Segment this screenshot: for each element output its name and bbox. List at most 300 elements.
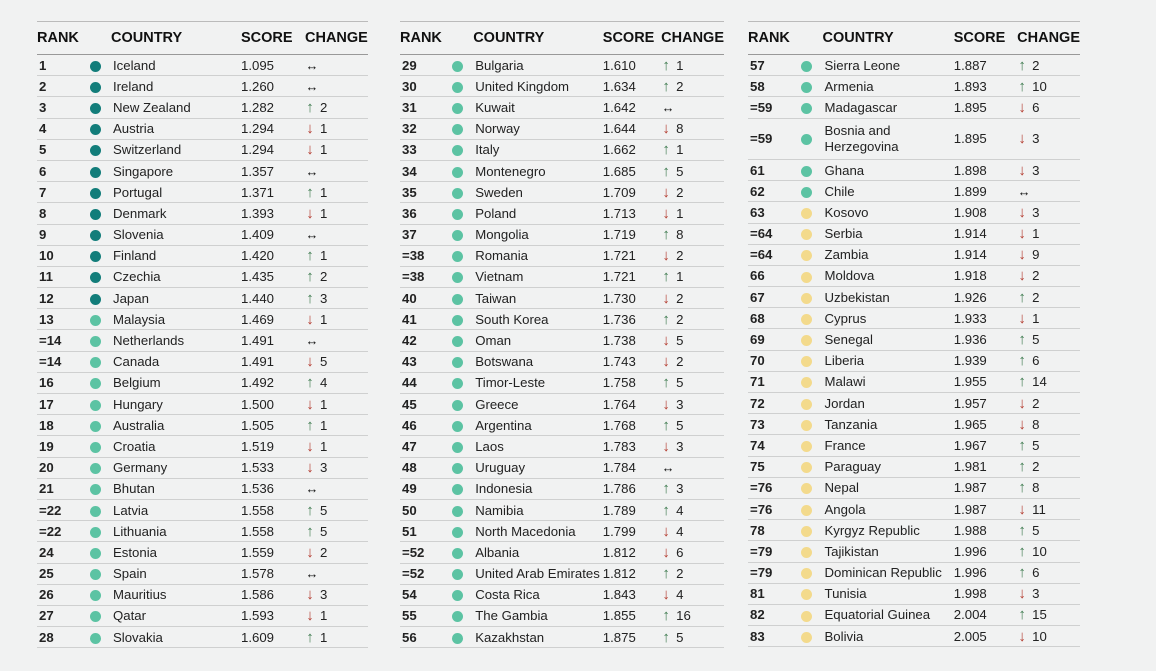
score-cell: 1.440	[241, 288, 303, 309]
peace-level-dot-icon	[452, 548, 463, 559]
table-header-row	[37, 22, 368, 55]
table-row	[400, 139, 724, 160]
arrow-down-icon: ↓	[1018, 394, 1026, 412]
country-name: Malaysia	[113, 311, 166, 327]
rank-cell: 34	[400, 160, 442, 181]
peace-level-dot-icon	[801, 272, 812, 283]
peace-level-dot-icon	[452, 230, 463, 241]
peace-level-dot-icon	[90, 82, 101, 93]
country-name: Finland	[113, 248, 157, 264]
table-row	[400, 394, 724, 415]
table-row	[400, 182, 724, 203]
score-cell: 1.899	[954, 181, 1015, 202]
peace-level-dot-icon	[90, 145, 101, 156]
peace-level-dot-icon	[90, 251, 101, 262]
table-row	[400, 605, 724, 626]
score-cell: 1.294	[241, 139, 303, 160]
change-value: 3	[320, 587, 328, 603]
peace-level-dot-icon	[90, 506, 101, 517]
score-cell: 1.519	[241, 436, 303, 457]
arrow-up-icon: ↑	[306, 522, 314, 540]
change-value: 8	[1032, 480, 1040, 496]
score-cell: 1.721	[603, 245, 659, 266]
rank-cell: 69	[748, 329, 790, 350]
change-value: 3	[676, 438, 684, 454]
change-value: 5	[676, 629, 684, 645]
change-value: 2	[1032, 289, 1040, 305]
table-row	[400, 55, 724, 76]
score-cell: 1.469	[241, 309, 303, 330]
table-row	[748, 308, 1080, 329]
score-cell: 1.609	[241, 627, 303, 648]
peace-level-dot-icon	[801, 335, 812, 346]
peace-level-dot-icon	[90, 103, 101, 114]
peace-level-dot-icon	[801, 208, 812, 219]
score-cell: 1.789	[603, 499, 659, 520]
table-header-row	[748, 22, 1080, 55]
peace-level-dot-icon	[801, 134, 812, 145]
arrow-up-icon: ↑	[306, 98, 314, 116]
change-value: 2	[676, 290, 684, 306]
score-cell: 1.855	[603, 605, 659, 626]
peace-level-dot-icon	[452, 145, 463, 156]
rank-cell: 75	[748, 456, 790, 477]
country-name: Uzbekistan	[824, 289, 890, 305]
header-change: CHANGE	[1015, 22, 1080, 55]
peace-level-dot-icon	[452, 463, 463, 474]
country-name: Croatia	[113, 438, 156, 454]
score-cell: 1.783	[603, 436, 659, 457]
rank-cell: 83	[748, 626, 790, 647]
arrow-up-icon: ↑	[662, 162, 670, 180]
rank-cell: 37	[400, 224, 442, 245]
arrow-down-icon: ↓	[306, 607, 314, 625]
peace-level-dot-icon	[801, 250, 812, 261]
change-value: 3	[676, 481, 684, 497]
score-cell: 1.987	[954, 477, 1015, 498]
peace-level-dot-icon	[452, 357, 463, 368]
arrow-down-icon: ↓	[662, 204, 670, 222]
rank-cell: =14	[37, 330, 79, 351]
peace-level-dot-icon	[801, 229, 812, 240]
arrow-down-icon: ↓	[1018, 130, 1026, 148]
table-row	[748, 350, 1080, 371]
table-row	[37, 182, 368, 203]
table-row	[400, 415, 724, 436]
rank-cell: 27	[37, 605, 79, 626]
arrow-up-icon: ↑	[306, 183, 314, 201]
rank-cell: 81	[748, 583, 790, 604]
peace-level-dot-icon	[90, 633, 101, 644]
peace-level-dot-icon	[801, 441, 812, 452]
arrow-up-icon: ↑	[1018, 564, 1026, 582]
rank-cell: 26	[37, 584, 79, 605]
rank-cell: 16	[37, 372, 79, 393]
table-row	[748, 583, 1080, 604]
arrow-up-icon: ↑	[662, 56, 670, 74]
change-value: 5	[1032, 522, 1040, 538]
country-name: Senegal	[824, 332, 873, 348]
rank-cell: 24	[37, 542, 79, 563]
score-cell: 1.730	[603, 288, 659, 309]
table-row	[400, 627, 724, 648]
ranking-table-2	[400, 21, 724, 648]
table-row	[37, 584, 368, 605]
rank-cell: 8	[37, 203, 79, 224]
peace-level-dot-icon	[801, 611, 812, 622]
rank-cell: 2	[37, 76, 79, 97]
country-name: Dominican Republic	[824, 565, 942, 581]
table-row	[748, 202, 1080, 223]
change-value: 5	[676, 333, 684, 349]
peace-level-dot-icon	[90, 463, 101, 474]
table-row	[748, 55, 1080, 76]
peace-level-dot-icon	[452, 400, 463, 411]
arrow-down-icon: ↓	[662, 522, 670, 540]
change-value: 2	[1032, 57, 1040, 73]
table-row	[37, 605, 368, 626]
table-row	[748, 159, 1080, 180]
country-name: Switzerland	[113, 142, 182, 158]
peace-level-dot-icon	[452, 124, 463, 135]
arrow-both-icon: ↔	[661, 99, 675, 115]
rank-cell: 44	[400, 372, 442, 393]
score-cell: 1.988	[954, 520, 1015, 541]
country-name: Timor-Leste	[475, 375, 546, 391]
peace-level-dot-icon	[90, 188, 101, 199]
table-row	[748, 223, 1080, 244]
arrow-up-icon: ↑	[1018, 521, 1026, 539]
change-value: 5	[676, 163, 684, 179]
peace-level-dot-icon	[452, 611, 463, 622]
country-name: Oman	[475, 333, 512, 349]
arrow-up-icon: ↑	[306, 501, 314, 519]
score-cell: 1.578	[241, 563, 303, 584]
peace-level-dot-icon	[452, 294, 463, 305]
arrow-down-icon: ↓	[306, 204, 314, 222]
rank-cell: 28	[37, 627, 79, 648]
table-row	[748, 414, 1080, 435]
rank-cell: 18	[37, 415, 79, 436]
rank-cell: 46	[400, 415, 442, 436]
peace-level-dot-icon	[801, 187, 812, 198]
score-cell: 1.662	[603, 139, 659, 160]
table-row	[37, 266, 368, 287]
arrow-down-icon: ↓	[662, 353, 670, 371]
change-value: 8	[676, 121, 684, 137]
arrow-up-icon: ↑	[662, 480, 670, 498]
score-cell: 1.998	[954, 583, 1015, 604]
rank-cell: 58	[748, 76, 790, 97]
peace-level-dot-icon	[801, 314, 812, 325]
arrow-up-icon: ↑	[662, 416, 670, 434]
arrow-down-icon: ↓	[1018, 203, 1026, 221]
table-row	[400, 76, 724, 97]
change-value: 3	[1032, 204, 1040, 220]
country-name: Malawi	[824, 374, 866, 390]
score-cell: 1.491	[241, 351, 303, 372]
peace-level-dot-icon	[801, 103, 812, 114]
change-value: 2	[320, 544, 328, 560]
country-name: Portugal	[113, 184, 163, 200]
table-row	[400, 160, 724, 181]
score-cell: 1.492	[241, 372, 303, 393]
table-row	[37, 245, 368, 266]
change-value: 5	[1032, 437, 1040, 453]
peace-level-dot-icon	[452, 251, 463, 262]
score-cell: 1.491	[241, 330, 303, 351]
rank-cell: 35	[400, 182, 442, 203]
country-name: Angola	[824, 501, 866, 517]
score-cell: 1.914	[954, 223, 1015, 244]
rank-cell: =79	[748, 562, 790, 583]
change-value: 6	[1032, 353, 1040, 369]
score-cell: 1.967	[954, 435, 1015, 456]
header-country: COUNTRY	[823, 22, 954, 55]
country-name: Kazakhstan	[475, 629, 545, 645]
score-cell: 1.371	[241, 182, 303, 203]
score-cell: 1.981	[954, 456, 1015, 477]
peace-level-dot-icon	[90, 230, 101, 241]
arrow-up-icon: ↑	[662, 628, 670, 646]
table-row	[400, 351, 724, 372]
peace-level-dot-icon	[452, 82, 463, 93]
header-change: CHANGE	[659, 22, 724, 55]
country-name: Germany	[113, 460, 168, 476]
country-name: Australia	[113, 417, 165, 433]
ranking-table-3	[748, 21, 1080, 647]
score-cell: 1.843	[603, 584, 659, 605]
rank-cell: 61	[748, 159, 790, 180]
table-header-row	[400, 22, 724, 55]
arrow-up-icon: ↑	[1018, 77, 1026, 95]
score-cell: 1.685	[603, 160, 659, 181]
arrow-up-icon: ↑	[306, 416, 314, 434]
change-value: 8	[676, 227, 684, 243]
change-value: 15	[1032, 607, 1047, 623]
table-row	[37, 372, 368, 393]
country-name: Cyprus	[824, 310, 867, 326]
table-row	[400, 457, 724, 478]
table-row	[748, 456, 1080, 477]
score-cell: 1.875	[603, 627, 659, 648]
score-cell: 1.260	[241, 76, 303, 97]
rank-cell: 32	[400, 118, 442, 139]
arrow-up-icon: ↑	[1018, 331, 1026, 349]
peace-level-dot-icon	[90, 442, 101, 453]
country-name: France	[824, 437, 866, 453]
country-name: Japan	[113, 290, 149, 306]
arrow-both-icon: ↔	[305, 333, 319, 349]
peace-level-dot-icon	[90, 590, 101, 601]
rank-cell: =59	[748, 118, 790, 159]
country-name: Lithuania	[113, 523, 167, 539]
rank-cell: 20	[37, 457, 79, 478]
score-cell: 1.784	[603, 457, 659, 478]
country-name: Vietnam	[475, 269, 524, 285]
rank-cell: =76	[748, 477, 790, 498]
score-cell: 1.593	[241, 605, 303, 626]
arrow-down-icon: ↓	[1018, 500, 1026, 518]
table-row	[37, 288, 368, 309]
score-cell: 1.634	[603, 76, 659, 97]
arrow-both-icon: ↔	[305, 57, 319, 73]
score-cell: 1.719	[603, 224, 659, 245]
arrow-both-icon: ↔	[305, 227, 319, 243]
peace-level-dot-icon	[90, 61, 101, 72]
rank-cell: 70	[748, 350, 790, 371]
country-name: Sweden	[475, 184, 523, 200]
country-name: Bulgaria	[475, 57, 524, 73]
score-cell: 1.586	[241, 584, 303, 605]
score-cell: 1.933	[954, 308, 1015, 329]
country-name: Latvia	[113, 502, 149, 518]
table-row	[37, 394, 368, 415]
peace-level-dot-icon	[90, 569, 101, 580]
table-row	[37, 139, 368, 160]
rank-cell: =52	[400, 563, 442, 584]
country-name: Kosovo	[824, 204, 869, 220]
change-value: 1	[676, 142, 684, 158]
score-cell: 1.996	[954, 541, 1015, 562]
change-value: 5	[676, 375, 684, 391]
arrow-down-icon: ↓	[306, 353, 314, 371]
peace-level-dot-icon	[452, 527, 463, 538]
change-value: 1	[320, 121, 328, 137]
header-change: CHANGE	[303, 22, 368, 55]
rank-cell: =14	[37, 351, 79, 372]
score-cell: 1.799	[603, 521, 659, 542]
peace-level-dot-icon	[90, 400, 101, 411]
arrow-up-icon: ↑	[662, 226, 670, 244]
arrow-up-icon: ↑	[1018, 288, 1026, 306]
country-name: Bosnia and Herzegovina	[824, 122, 899, 154]
country-name: Austria	[113, 121, 155, 137]
peace-level-dot-icon	[90, 421, 101, 432]
peace-level-dot-icon	[801, 420, 812, 431]
country-name: Equatorial Guinea	[824, 607, 931, 623]
rank-cell: 54	[400, 584, 442, 605]
country-name: Slovakia	[113, 629, 163, 645]
table-row	[37, 457, 368, 478]
arrow-down-icon: ↓	[306, 459, 314, 477]
peace-level-dot-icon	[90, 294, 101, 305]
peace-level-dot-icon	[90, 611, 101, 622]
table-row	[748, 371, 1080, 392]
rank-cell: =64	[748, 223, 790, 244]
country-name: Kuwait	[475, 99, 515, 115]
score-cell: 1.939	[954, 350, 1015, 371]
score-cell: 1.812	[603, 542, 659, 563]
country-name: Montenegro	[475, 163, 546, 179]
score-cell: 1.926	[954, 287, 1015, 308]
peace-level-dot-icon	[90, 357, 101, 368]
table-row	[37, 224, 368, 245]
country-name: Indonesia	[475, 481, 533, 497]
rank-cell: 33	[400, 139, 442, 160]
arrow-down-icon: ↓	[662, 437, 670, 455]
table-row	[37, 436, 368, 457]
arrow-up-icon: ↑	[1018, 373, 1026, 391]
peace-level-dot-icon	[801, 399, 812, 410]
arrow-down-icon: ↓	[662, 183, 670, 201]
country-name: Qatar	[113, 608, 146, 624]
arrow-both-icon: ↔	[305, 481, 319, 497]
arrow-up-icon: ↑	[306, 628, 314, 646]
arrow-down-icon: ↓	[1018, 627, 1026, 645]
country-name: Poland	[475, 205, 517, 221]
peace-level-dot-icon	[801, 483, 812, 494]
country-name: Slovenia	[113, 227, 164, 243]
rank-cell: 51	[400, 521, 442, 542]
score-cell: 1.721	[603, 266, 659, 287]
table-row	[37, 499, 368, 520]
country-name: South Korea	[475, 311, 549, 327]
peace-level-dot-icon	[801, 166, 812, 177]
rank-cell: 4	[37, 118, 79, 139]
score-cell: 1.893	[954, 76, 1015, 97]
score-cell: 1.420	[241, 245, 303, 266]
country-name: Taiwan	[475, 290, 517, 306]
score-cell: 1.786	[603, 478, 659, 499]
arrow-up-icon: ↑	[662, 501, 670, 519]
score-cell: 1.409	[241, 224, 303, 245]
score-cell: 1.918	[954, 265, 1015, 286]
arrow-down-icon: ↓	[662, 586, 670, 604]
arrow-down-icon: ↓	[1018, 415, 1026, 433]
rank-cell: 43	[400, 351, 442, 372]
change-value: 3	[676, 396, 684, 412]
score-cell: 1.955	[954, 371, 1015, 392]
score-cell: 1.987	[954, 498, 1015, 519]
arrow-down-icon: ↓	[662, 247, 670, 265]
rank-cell: 47	[400, 436, 442, 457]
arrow-down-icon: ↓	[306, 310, 314, 328]
table-row	[400, 478, 724, 499]
score-cell: 1.996	[954, 562, 1015, 583]
country-name: Armenia	[824, 78, 874, 94]
arrow-both-icon: ↔	[305, 566, 319, 582]
change-value: 3	[1032, 586, 1040, 602]
change-value: 2	[676, 248, 684, 264]
rank-cell: =59	[748, 97, 790, 118]
change-value: 1	[320, 184, 328, 200]
header-rank: RANK	[400, 22, 442, 55]
change-value: 6	[1032, 565, 1040, 581]
score-cell: 1.536	[241, 478, 303, 499]
table-row	[37, 542, 368, 563]
change-value: 1	[676, 269, 684, 285]
country-name: Czechia	[113, 269, 161, 285]
change-value: 5	[320, 502, 328, 518]
score-cell: 1.764	[603, 394, 659, 415]
header-score: SCORE	[603, 22, 659, 55]
country-name: Spain	[113, 566, 147, 582]
score-cell: 1.812	[603, 563, 659, 584]
peace-level-dot-icon	[452, 61, 463, 72]
rank-cell: 55	[400, 605, 442, 626]
rank-cell: 3	[37, 97, 79, 118]
peace-level-dot-icon	[90, 336, 101, 347]
change-value: 5	[676, 417, 684, 433]
arrow-down-icon: ↓	[306, 543, 314, 561]
table-row	[748, 393, 1080, 414]
arrow-up-icon: ↑	[1018, 352, 1026, 370]
country-name: Italy	[475, 142, 500, 158]
rank-cell: =52	[400, 542, 442, 563]
arrow-up-icon: ↑	[662, 77, 670, 95]
country-name: Albania	[475, 544, 520, 560]
